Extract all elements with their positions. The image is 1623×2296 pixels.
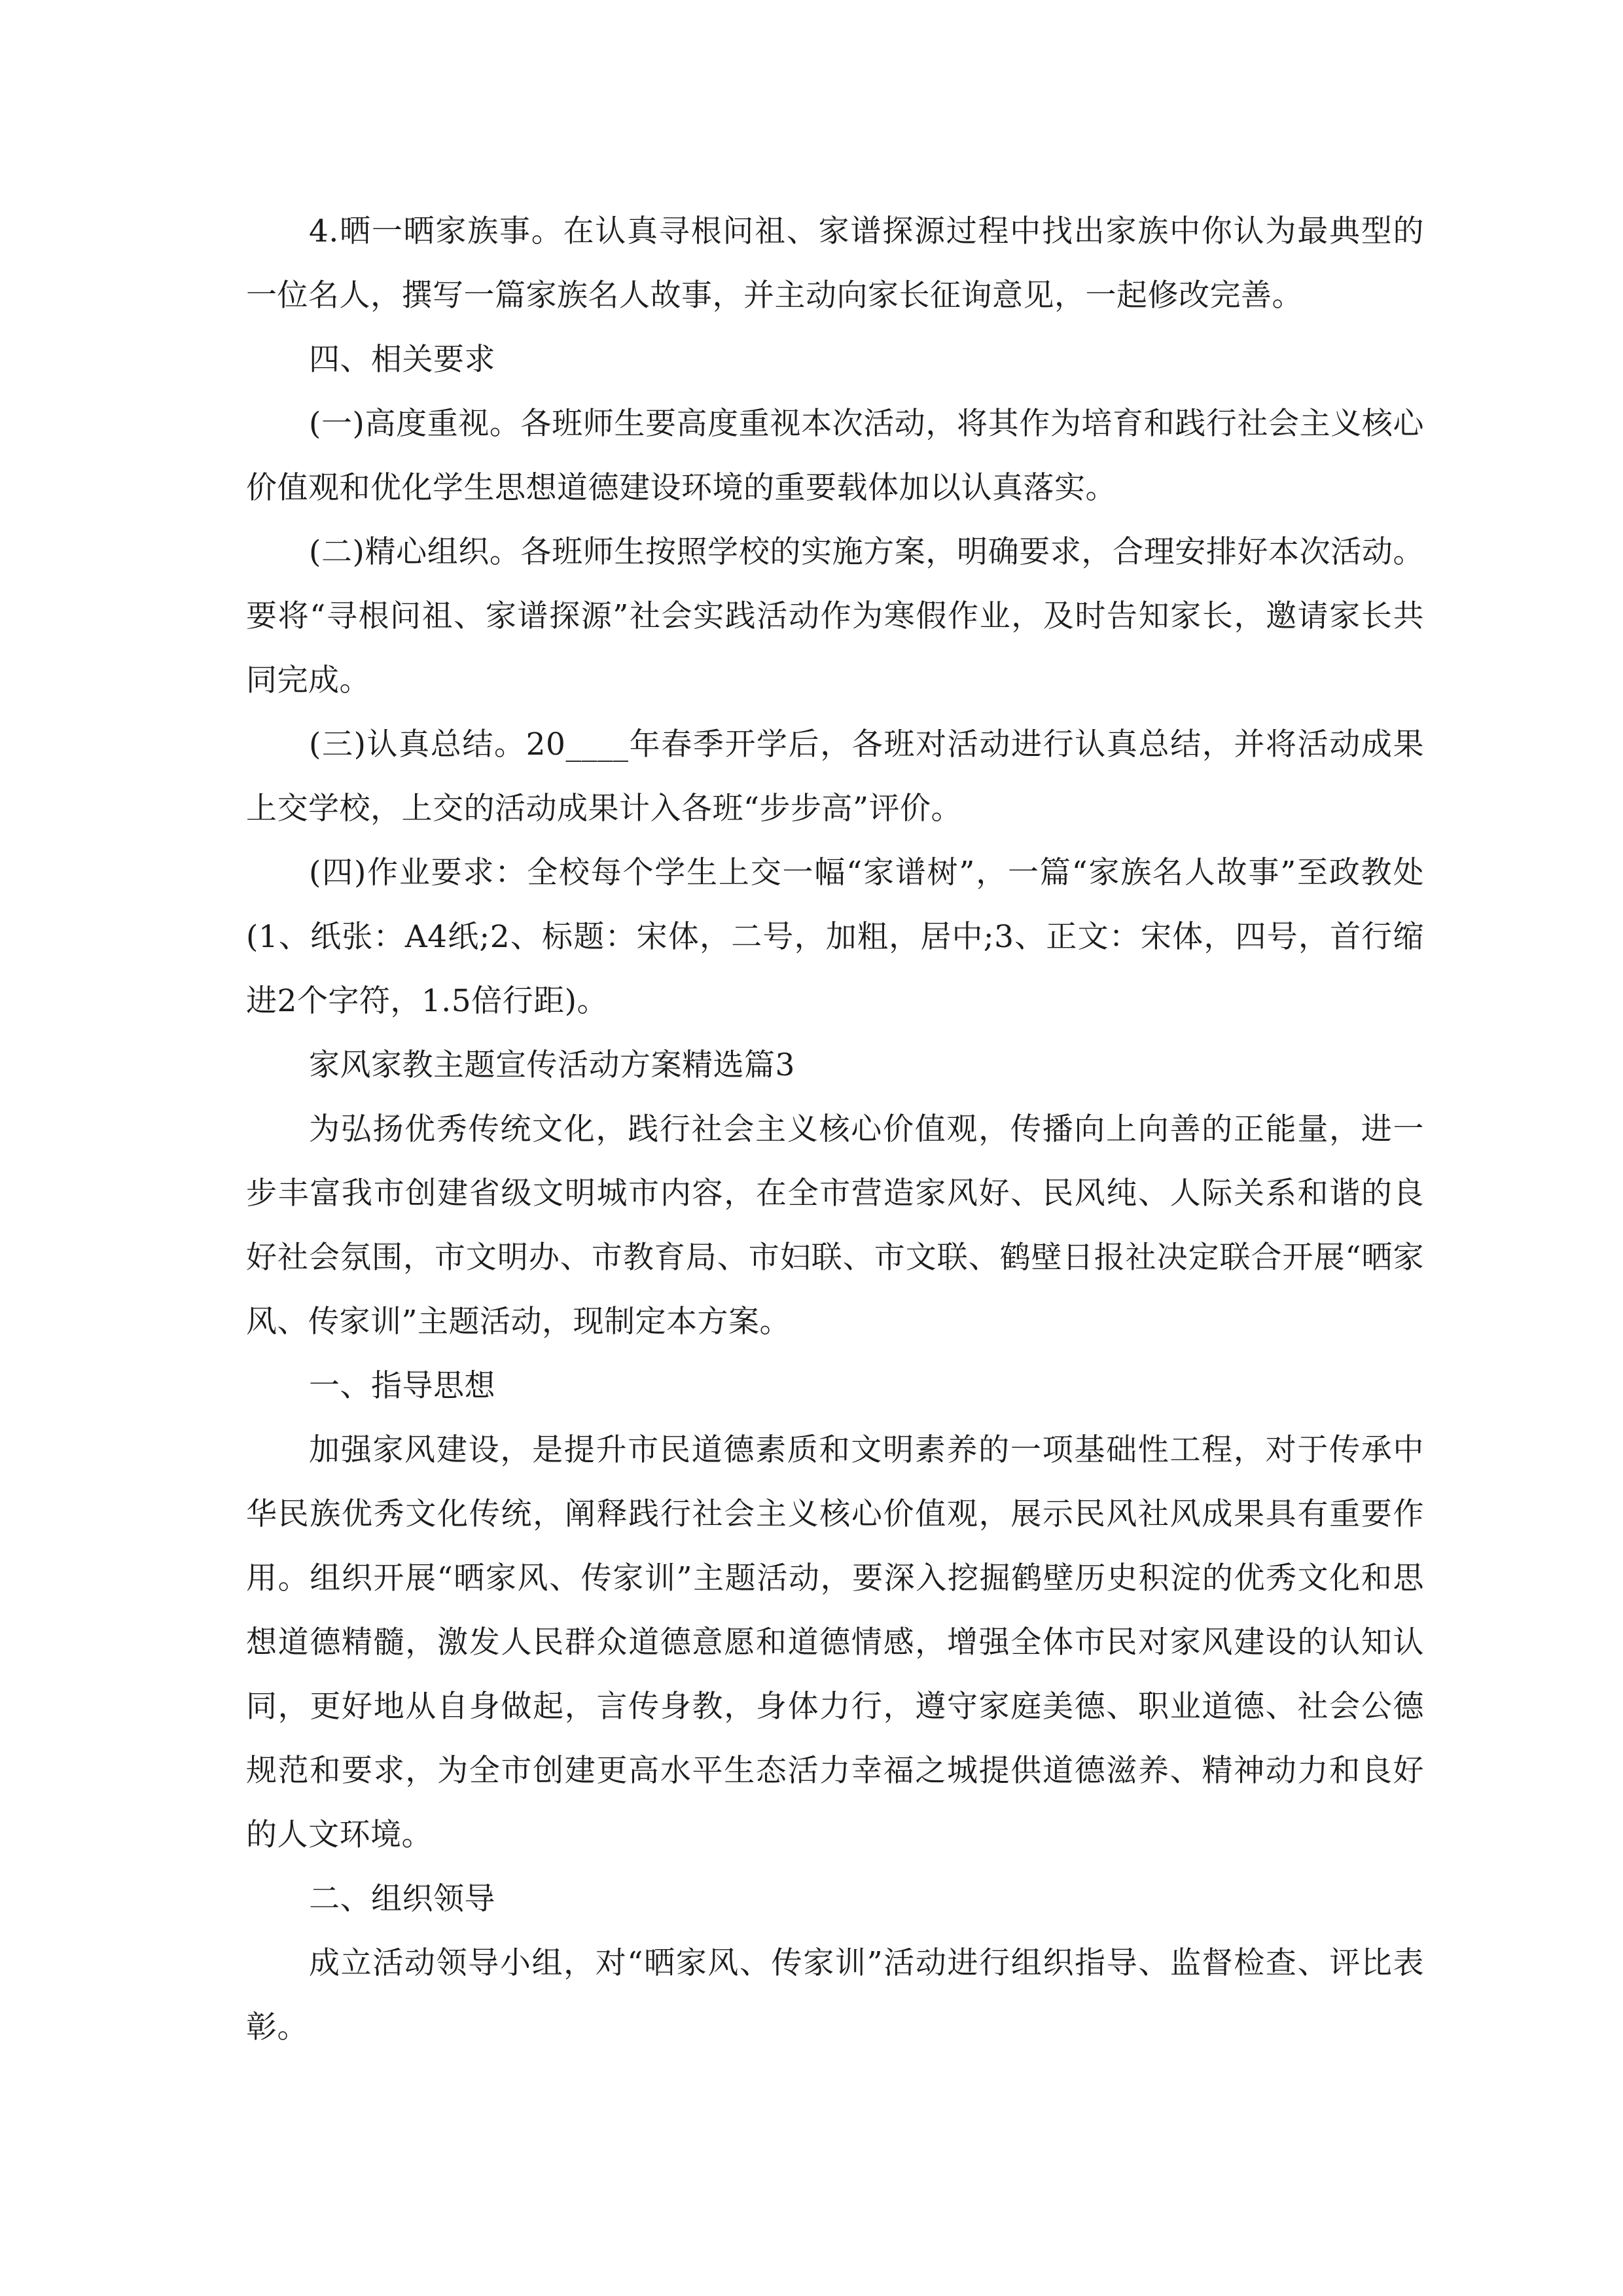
section-heading-organization: 二、组织领导 [309, 1881, 495, 1917]
section-heading-requirements: 四、相关要求 [309, 342, 495, 378]
section-heading-guiding-thought: 一、指导思想 [309, 1368, 495, 1404]
paragraph-intro: 为弘扬优秀传统文化，践行社会主义核心价值观，传播向上向善的正能量，进一步丰富我市创建省级文明城市内容，在全市营造家风好、民风纯、人际关系和谐的良好社会氛围，市文明办、市教育局、市妇联、市文联、鹤壁日报社决定联合开展“晒家风、传家训”主题活动，现制定本方案。 [246, 1111, 1424, 1340]
article-title-part-3: 家风家教主题宣传活动方案精选篇3 [309, 1047, 795, 1083]
paragraph-requirement-1: (一)高度重视。各班师生要高度重视本次活动，将其作为培育和践行社会主义核心价值观和优化学生思想道德建设环境的重要载体加以认真落实。 [246, 406, 1424, 506]
document-body [246, 200, 1424, 2060]
paragraph-requirement-4: (四)作业要求：全校每个学生上交一幅“家谱树”，一篇“家族名人故事”至政教处(1、纸张：A4纸;2、标题：宋体，二号，加粗，居中;3、正文：宋体，四号，首行缩进2个字符，1.5倍行距)。 [246, 855, 1424, 1019]
paragraph-guiding-thought: 加强家风建设，是提升市民道德素质和文明素养的一项基础性工程，对于传承中华民族优秀文化传统，阐释践行社会主义核心价值观，展示民风社风成果具有重要作用。组织开展“晒家风、传家训”主题活动，要深入挖掘鹤壁历史积淀的优秀文化和思想道德精髓，激发人民群众道德意愿和道德情感，增强全体市民对家风建设的认知认同，更好地从自身做起，言传身教，身体力行，遵守家庭美德、职业道德、社会公德规范和要求，为全市创建更高水平生态活力幸福之城提供道德滋养、精神动力和良好的人文环境。 [246, 1432, 1424, 1853]
paragraph-requirement-3: (三)认真总结。20____年春季开学后，各班对活动进行认真总结，并将活动成果上交学校，上交的活动成果计入各班“步步高”评价。 [246, 726, 1424, 827]
paragraph-organization: 成立活动领导小组，对“晒家风、传家训”活动进行组织指导、监督检查、评比表彰。 [246, 1945, 1424, 2045]
paragraph-requirement-2: (二)精心组织。各班师生按照学校的实施方案，明确要求，合理安排好本次活动。要将“寻根问祖、家谱探源”社会实践活动作为寒假作业，及时告知家长，邀请家长共同完成。 [246, 534, 1424, 698]
paragraph-item-4: 4.晒一晒家族事。在认真寻根问祖、家谱探源过程中找出家族中你认为最典型的一位名人，撰写一篇家族名人故事，并主动向家长征询意见，一起修改完善。 [246, 213, 1424, 314]
